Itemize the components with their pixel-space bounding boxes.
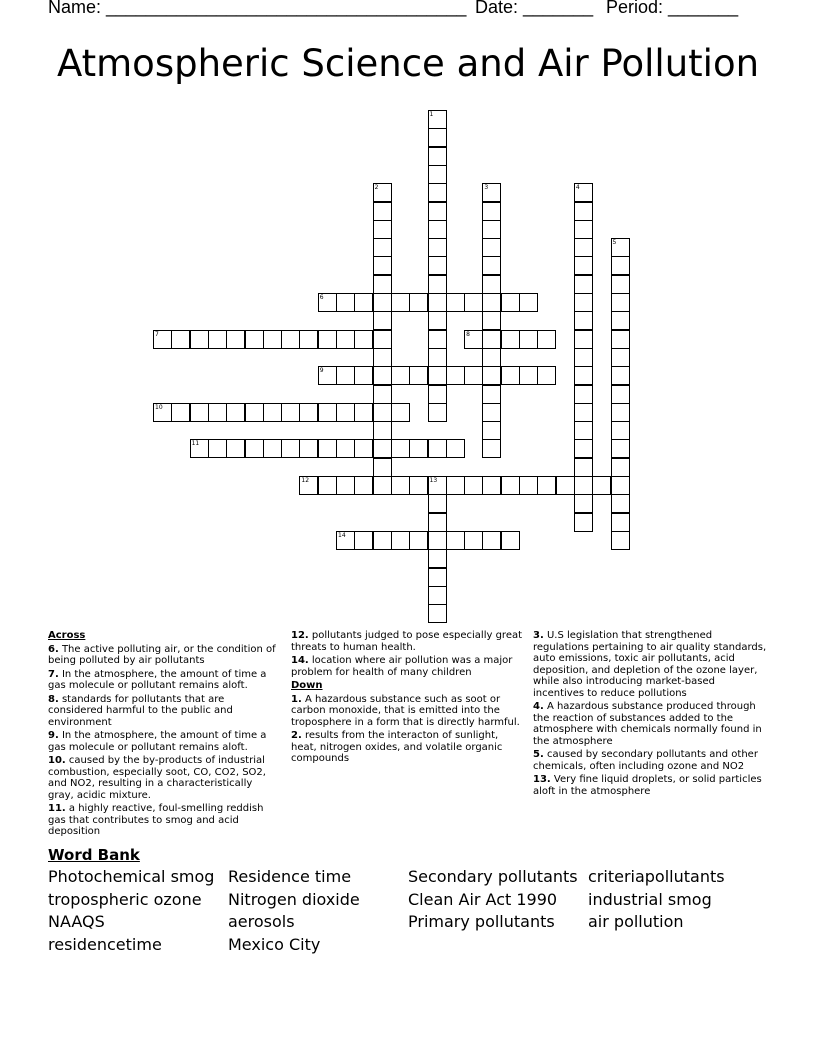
grid-cell[interactable]	[373, 330, 392, 349]
grid-cell[interactable]	[373, 421, 392, 440]
word-bank-item: Clean Air Act 1990	[408, 889, 558, 909]
grid-cell[interactable]	[574, 458, 593, 477]
grid-cell[interactable]	[501, 330, 520, 349]
grid-cell[interactable]	[190, 439, 209, 458]
grid-cell[interactable]	[446, 476, 465, 495]
clue-item	[48, 803, 280, 838]
grid-cell[interactable]	[428, 439, 447, 458]
word-bank-item: aerosols	[228, 912, 295, 932]
clue-number: 12	[301, 477, 310, 484]
grid-cell[interactable]	[373, 275, 392, 294]
grid-cell[interactable]	[574, 348, 593, 367]
clue-text: standards for pollutants that are considered harmful to the public and environment	[48, 693, 233, 728]
grid-cell[interactable]	[574, 293, 593, 312]
clue-text: In the atmosphere, the amount of time a gas molecule or pollutant remains aloft.	[48, 668, 267, 691]
grid-cell[interactable]	[318, 330, 337, 349]
word-bank-title: Word Bank	[48, 846, 140, 864]
grid-cell[interactable]	[464, 366, 483, 385]
grid-cell[interactable]	[574, 330, 593, 349]
period-field[interactable]: Period: _______	[606, 0, 739, 17]
grid-cell[interactable]	[171, 403, 190, 422]
grid-cell[interactable]	[354, 476, 373, 495]
grid-cell[interactable]	[373, 458, 392, 477]
page-title: Atmospheric Science and Air Pollution	[56, 42, 760, 85]
grid-cell[interactable]	[428, 366, 447, 385]
grid-cell[interactable]	[373, 238, 392, 257]
clue-number: 12.	[291, 630, 309, 641]
clue-text: caused by the by-products of industrial combustion, especially soot, CO, CO2, SO2, and NO2, resulting in a characteristically gray, acidic mixture.	[48, 755, 266, 801]
grid-cell[interactable]	[519, 366, 538, 385]
clue-item	[48, 694, 280, 729]
grid-cell[interactable]	[391, 366, 410, 385]
grid-cell[interactable]	[391, 293, 410, 312]
grid-cell[interactable]	[574, 256, 593, 275]
clue-text: caused by secondary pollutants and other chemicals, often including ozone and NO2	[533, 749, 758, 772]
grid-cell[interactable]	[482, 531, 501, 550]
grid-cell[interactable]	[208, 403, 227, 422]
clue-item	[291, 694, 523, 729]
clue-number: 5.	[533, 749, 544, 760]
grid-cell[interactable]	[611, 293, 630, 312]
grid-cell[interactable]	[208, 330, 227, 349]
grid-cell[interactable]	[537, 476, 556, 495]
grid-cell[interactable]	[428, 476, 447, 495]
grid-cell[interactable]	[556, 476, 575, 495]
word-bank-item: Residence time	[228, 867, 352, 886]
grid-cell[interactable]	[482, 202, 501, 221]
grid-cell[interactable]	[299, 439, 318, 458]
grid-cell[interactable]	[464, 293, 483, 312]
grid-cell[interactable]	[373, 385, 392, 404]
grid-cell[interactable]	[482, 476, 501, 495]
grid-cell[interactable]	[226, 439, 245, 458]
clue-number: 7	[155, 330, 159, 338]
grid-cell[interactable]	[373, 293, 392, 312]
grid-cell[interactable]	[592, 476, 611, 495]
clue-number: 9	[319, 367, 324, 375]
grid-cell[interactable]	[482, 385, 501, 404]
grid-cell[interactable]	[263, 330, 282, 349]
grid-cell[interactable]	[428, 147, 447, 166]
clue-number: 3	[484, 184, 489, 192]
grid-cell[interactable]	[171, 330, 190, 349]
clue-item	[291, 630, 523, 653]
grid-cell[interactable]	[611, 275, 630, 294]
clue-number: 2.	[291, 730, 302, 741]
grid-cell[interactable]	[611, 458, 630, 477]
grid-cell[interactable]	[226, 403, 245, 422]
grid-cell[interactable]	[574, 439, 593, 458]
grid-cell[interactable]	[354, 439, 373, 458]
grid-cell[interactable]	[428, 128, 447, 147]
grid-cell[interactable]	[373, 256, 392, 275]
word-bank-item: Mexico City	[228, 935, 321, 955]
grid-cell[interactable]	[428, 586, 447, 605]
grid-cell[interactable]	[428, 293, 447, 312]
name-field[interactable]: Name: ____________________________________	[48, 0, 467, 17]
grid-cell[interactable]	[501, 531, 520, 550]
grid-cell[interactable]	[574, 275, 593, 294]
grid-cell[interactable]	[482, 238, 501, 257]
clue-number: 11	[191, 440, 200, 448]
grid-cell[interactable]	[373, 311, 392, 330]
clue-number: 1.	[291, 693, 302, 705]
grid-cell[interactable]	[428, 348, 447, 367]
grid-cell[interactable]	[464, 330, 483, 349]
grid-cell[interactable]	[336, 293, 355, 312]
grid-cell[interactable]	[574, 403, 593, 422]
grid-cell[interactable]	[428, 513, 447, 532]
grid-cell[interactable]	[611, 403, 630, 422]
clue-item	[533, 630, 768, 699]
grid-cell[interactable]	[373, 439, 392, 458]
grid-cell[interactable]	[336, 366, 355, 385]
grid-cell[interactable]	[318, 293, 337, 312]
grid-cell[interactable]	[391, 403, 410, 422]
clue-text: In the atmosphere, the amount of time a gas molecule or pollutant remains aloft.	[48, 730, 267, 753]
clue-number: 4.	[533, 701, 544, 712]
grid-cell[interactable]	[482, 293, 501, 312]
grid-cell[interactable]	[299, 403, 318, 422]
grid-cell[interactable]	[537, 330, 556, 349]
word-bank-item: NAAQS	[48, 912, 105, 932]
clue-number: 3.	[533, 630, 544, 641]
grid-cell[interactable]	[611, 476, 630, 495]
grid-cell[interactable]	[428, 568, 447, 587]
grid-cell[interactable]	[611, 385, 630, 404]
grid-cell[interactable]	[245, 439, 264, 458]
grid-cell[interactable]	[574, 421, 593, 440]
grid-cell[interactable]	[446, 439, 465, 458]
clues-column-3	[533, 630, 768, 799]
grid-cell[interactable]	[153, 403, 172, 422]
grid-cell[interactable]	[409, 439, 428, 458]
word-bank-item: Photochemical smog	[48, 867, 215, 886]
grid-cell[interactable]	[263, 403, 282, 422]
grid-cell[interactable]	[574, 183, 593, 202]
grid-cell[interactable]	[373, 348, 392, 367]
clue-number: 9.	[48, 730, 59, 741]
clue-item	[48, 669, 280, 692]
clue-number: 6.	[48, 643, 59, 655]
clue-text: The active polluting air, or the condition of being polluted by air pollutants	[48, 643, 276, 666]
clue-item	[291, 730, 523, 765]
grid-cell[interactable]	[245, 330, 264, 349]
grid-cell[interactable]	[428, 531, 447, 550]
grid-cell[interactable]	[354, 366, 373, 385]
grid-cell[interactable]	[574, 238, 593, 257]
clue-item	[533, 701, 768, 747]
grid-cell[interactable]	[446, 366, 465, 385]
grid-cell[interactable]	[391, 476, 410, 495]
grid-cell[interactable]	[299, 476, 318, 495]
grid-cell[interactable]	[336, 531, 355, 550]
grid-cell[interactable]	[245, 403, 264, 422]
clue-number: 5	[612, 239, 617, 247]
clue-text: A hazardous substance produced through the reaction of substances added to the atmosphere with chemicals normally found in the atmosphere	[533, 701, 762, 747]
grid-cell[interactable]	[501, 366, 520, 385]
grid-cell[interactable]	[501, 476, 520, 495]
grid-cell[interactable]	[428, 549, 447, 568]
grid-cell[interactable]	[428, 183, 447, 202]
clue-text: Very fine liquid droplets, or solid particles aloft in the atmosphere	[533, 774, 762, 797]
clue-number: 11.	[48, 803, 66, 814]
word-bank-item: industrial smog	[588, 889, 712, 909]
clue-number: 13	[429, 477, 438, 484]
grid-cell[interactable]	[281, 439, 300, 458]
date-field[interactable]: Date: _______	[475, 0, 594, 17]
grid-cell[interactable]	[373, 220, 392, 239]
grid-cell[interactable]	[428, 385, 447, 404]
grid-cell[interactable]	[446, 293, 465, 312]
clue-number: 2	[374, 184, 379, 192]
grid-cell[interactable]	[428, 165, 447, 184]
grid-cell[interactable]	[446, 531, 465, 550]
grid-cell[interactable]	[409, 366, 428, 385]
clue-number: 6	[319, 294, 324, 301]
word-bank-item: Secondary pollutants	[408, 867, 578, 886]
grid-cell[interactable]	[611, 311, 630, 330]
grid-cell[interactable]	[263, 439, 282, 458]
grid-cell[interactable]	[482, 421, 501, 440]
grid-cell[interactable]	[373, 403, 392, 422]
grid-cell[interactable]	[354, 293, 373, 312]
grid-cell[interactable]	[482, 183, 501, 202]
clue-section-heading: Across	[48, 630, 86, 641]
clue-number: 13.	[533, 774, 551, 785]
grid-cell[interactable]	[391, 439, 410, 458]
clue-number: 7.	[48, 668, 59, 680]
grid-cell[interactable]	[354, 403, 373, 422]
grid-cell[interactable]	[574, 385, 593, 404]
grid-cell[interactable]	[428, 494, 447, 513]
grid-cell[interactable]	[354, 531, 373, 550]
grid-cell[interactable]	[464, 531, 483, 550]
grid-cell[interactable]	[373, 183, 392, 202]
grid-cell[interactable]	[611, 238, 630, 257]
grid-cell[interactable]	[611, 439, 630, 458]
grid-cell[interactable]	[428, 256, 447, 275]
clue-number: 14	[338, 531, 346, 539]
grid-cell[interactable]	[373, 531, 392, 550]
clue-text: U.S legislation that strengthened regulations pertaining to air quality standards, auto emissions, toxic air pollutants, acid deposition, and depletion of the ozone layer, while also introducing market-based incentives to reduce pollutions	[533, 630, 767, 699]
grid-cell[interactable]	[464, 476, 483, 495]
grid-cell[interactable]	[482, 275, 501, 294]
grid-cell[interactable]	[482, 366, 501, 385]
grid-cell[interactable]	[318, 403, 337, 422]
clue-text: location where air pollution was a major problem for health of many children	[291, 655, 513, 678]
word-bank-item: Nitrogen dioxide	[228, 889, 360, 909]
clues-column-2	[291, 630, 523, 767]
grid-cell[interactable]	[574, 476, 593, 495]
grid-cell[interactable]	[153, 330, 172, 349]
clue-item	[48, 644, 280, 667]
grid-cell[interactable]	[519, 476, 538, 495]
grid-cell[interactable]	[354, 330, 373, 349]
grid-cell[interactable]	[428, 604, 447, 623]
grid-cell[interactable]	[482, 330, 501, 349]
grid-cell[interactable]	[318, 476, 337, 495]
grid-cell[interactable]	[336, 403, 355, 422]
clue-number: 8.	[48, 693, 59, 705]
grid-cell[interactable]	[428, 275, 447, 294]
grid-cell[interactable]	[428, 330, 447, 349]
grid-cell[interactable]	[336, 439, 355, 458]
grid-cell[interactable]	[373, 202, 392, 221]
grid-cell[interactable]	[428, 311, 447, 330]
word-bank-item: criteriapollutants	[588, 867, 725, 886]
grid-cell[interactable]	[611, 421, 630, 440]
grid-cell[interactable]	[318, 439, 337, 458]
grid-cell[interactable]	[190, 403, 209, 422]
grid-cell[interactable]	[190, 330, 209, 349]
grid-cell[interactable]	[611, 531, 630, 550]
grid-cell[interactable]	[409, 293, 428, 312]
grid-cell[interactable]	[574, 202, 593, 221]
word-bank-item: Primary pollutants	[408, 912, 555, 932]
grid-cell[interactable]	[482, 220, 501, 239]
grid-cell[interactable]	[574, 513, 593, 532]
clue-item	[533, 774, 768, 797]
clue-item	[48, 730, 280, 753]
word-bank-item: tropospheric ozone	[48, 889, 202, 909]
grid-cell[interactable]	[281, 403, 300, 422]
grid-cell[interactable]	[519, 330, 538, 349]
grid-cell[interactable]	[482, 439, 501, 458]
clue-number: 14.	[291, 655, 309, 666]
clue-text: A hazardous substance such as soot or carbon monoxide, that is emitted into the troposphere in a form that is directly harmful.	[291, 693, 520, 728]
grid-cell[interactable]	[519, 293, 538, 312]
grid-cell[interactable]	[574, 494, 593, 513]
grid-cell[interactable]	[336, 476, 355, 495]
clue-text: pollutants judged to pose especially great threats to human health.	[291, 630, 523, 653]
grid-cell[interactable]	[482, 256, 501, 275]
word-bank-item: air pollution	[588, 912, 684, 932]
grid-cell[interactable]	[428, 202, 447, 221]
grid-cell[interactable]	[574, 220, 593, 239]
clues-column-1	[48, 630, 280, 840]
grid-cell[interactable]	[226, 330, 245, 349]
clue-number: 4	[575, 184, 580, 192]
grid-cell[interactable]	[208, 439, 227, 458]
word-bank-item: residencetime	[48, 935, 162, 955]
grid-cell[interactable]	[428, 220, 447, 239]
grid-cell[interactable]	[299, 330, 318, 349]
grid-cell[interactable]	[318, 366, 337, 385]
clue-item	[291, 655, 523, 678]
grid-cell[interactable]	[428, 403, 447, 422]
clue-text: results from the interacton of sunlight, heat, nitrogen oxides, and volatile organic compounds	[291, 730, 503, 764]
grid-cell[interactable]	[611, 348, 630, 367]
clue-number: 10	[155, 403, 163, 411]
clue-item	[48, 755, 280, 801]
grid-cell[interactable]	[391, 531, 410, 550]
grid-cell[interactable]	[281, 330, 300, 349]
clue-number: 10.	[48, 755, 66, 766]
grid-cell[interactable]	[336, 330, 355, 349]
grid-cell[interactable]	[574, 366, 593, 385]
clue-section-heading: Down	[291, 680, 323, 691]
grid-cell[interactable]	[482, 348, 501, 367]
grid-cell[interactable]	[482, 403, 501, 422]
grid-cell[interactable]	[537, 366, 556, 385]
grid-cell[interactable]	[409, 531, 428, 550]
grid-cell[interactable]	[428, 110, 447, 129]
grid-cell[interactable]	[373, 476, 392, 495]
grid-cell[interactable]	[611, 494, 630, 513]
grid-cell[interactable]	[373, 366, 392, 385]
grid-cell[interactable]	[611, 366, 630, 385]
clue-number: 8	[466, 330, 470, 338]
grid-cell[interactable]	[409, 476, 428, 495]
clue-number: 1	[429, 111, 434, 118]
grid-cell[interactable]	[611, 513, 630, 532]
grid-cell[interactable]	[482, 311, 501, 330]
grid-cell[interactable]	[501, 293, 520, 312]
clue-item	[533, 749, 768, 772]
grid-cell[interactable]	[611, 330, 630, 349]
grid-cell[interactable]	[428, 238, 447, 257]
grid-cell[interactable]	[574, 311, 593, 330]
clue-text: a highly reactive, foul-smelling reddish gas that contributes to smog and acid deposition	[48, 803, 264, 837]
grid-cell[interactable]	[611, 256, 630, 275]
